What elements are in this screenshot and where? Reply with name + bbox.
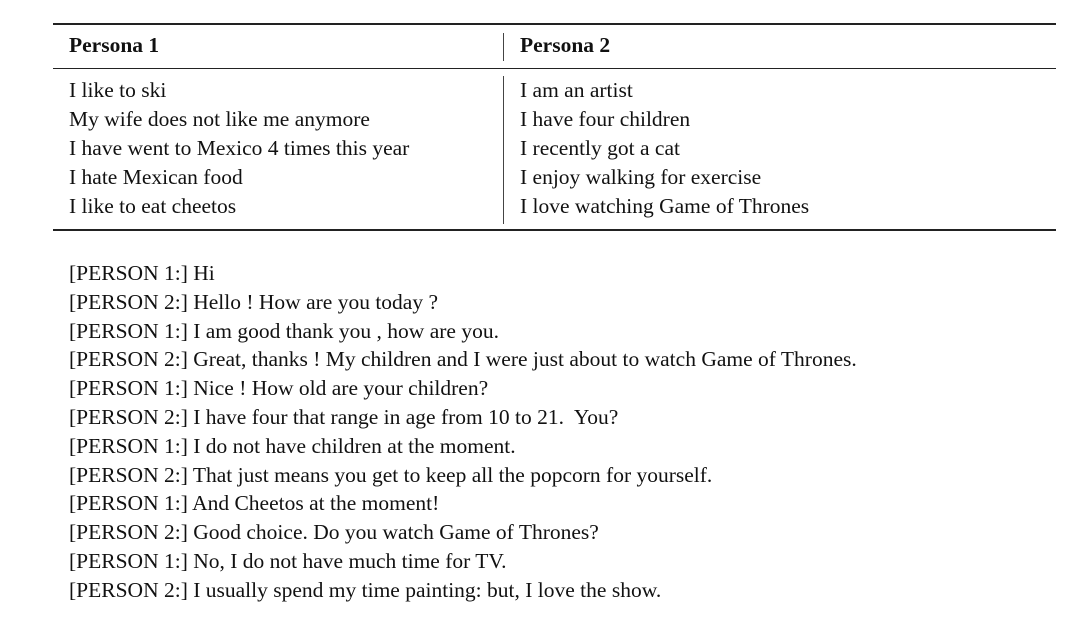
persona1-trait: I like to ski — [69, 78, 167, 102]
speaker-tag: [PERSON 2:] — [69, 520, 188, 545]
dialogue-turn — [69, 489, 857, 518]
persona1-trait: I hate Mexican food — [69, 165, 243, 189]
persona2-trait: I recently got a cat — [520, 136, 680, 160]
speaker-tag: [PERSON 1:] — [69, 318, 188, 343]
speaker-tag: [PERSON 1:] — [69, 433, 188, 458]
persona2-trait: I have four children — [520, 107, 691, 131]
persona2-header: Persona 2 — [520, 33, 611, 57]
utterance: Nice ! How old are your children? — [193, 376, 489, 401]
utterance: Good choice. Do you watch Game of Thrones? — [193, 520, 599, 545]
speaker-tag: [PERSON 2:] — [69, 347, 188, 372]
persona2-trait: I enjoy walking for exercise — [520, 165, 762, 189]
speaker-tag: [PERSON 2:] — [69, 577, 188, 602]
column-separator-header — [503, 33, 504, 61]
column-separator-body — [503, 76, 504, 224]
dialogue-turn — [69, 345, 857, 374]
dialogue-turn — [69, 461, 857, 490]
dialogue-turn — [69, 403, 857, 432]
speaker-tag: [PERSON 1:] — [69, 548, 188, 573]
persona2-trait: I am an artist — [520, 78, 633, 102]
table-header-rule — [53, 68, 1056, 69]
utterance: I usually spend my time painting: but, I love the show. — [193, 577, 662, 602]
dialogue-turn — [69, 547, 857, 576]
utterance: I am good thank you , how are you. — [193, 318, 499, 343]
speaker-tag: [PERSON 2:] — [69, 462, 188, 487]
utterance: Hi — [193, 261, 215, 285]
dialogue-turn — [69, 576, 857, 605]
dialogue-turn — [69, 374, 857, 403]
speaker-tag: [PERSON 2:] — [69, 289, 188, 314]
utterance: I have four that range in age from 10 to 21. You? — [193, 404, 619, 429]
utterance: Great, thanks ! My children and I were just about to watch Game of Thrones. — [193, 347, 857, 372]
persona1-header: Persona 1 — [69, 33, 160, 57]
persona1-trait: I have went to Mexico 4 times this year — [69, 136, 410, 160]
dialogue-turn — [69, 518, 857, 547]
utterance: No, I do not have much time for TV. — [193, 548, 507, 573]
utterance: I do not have children at the moment. — [193, 433, 516, 458]
utterance: Hello ! How are you today ? — [193, 289, 439, 314]
dialogue-turn — [69, 288, 857, 317]
utterance: And Cheetos at the moment! — [192, 491, 440, 516]
utterance: That just means you get to keep all the popcorn for yourself. — [192, 462, 713, 487]
dialogue-turn — [69, 432, 857, 461]
speaker-tag: [PERSON 1:] — [69, 376, 188, 401]
dialogue-transcript — [69, 259, 857, 605]
persona1-trait: I like to eat cheetos — [69, 194, 237, 218]
dialogue-turn — [69, 317, 857, 346]
dialogue-turn — [69, 259, 857, 288]
table-bottom-rule — [53, 229, 1056, 231]
persona2-trait: I love watching Game of Thrones — [520, 194, 810, 218]
speaker-tag: [PERSON 2:] — [69, 404, 188, 429]
table-top-rule — [53, 23, 1056, 25]
speaker-tag: [PERSON 1:] — [69, 261, 188, 285]
persona1-trait: My wife does not like me anymore — [69, 107, 370, 131]
persona2-traits — [520, 76, 809, 221]
speaker-tag: [PERSON 1:] — [69, 491, 188, 516]
persona1-traits — [69, 76, 409, 221]
